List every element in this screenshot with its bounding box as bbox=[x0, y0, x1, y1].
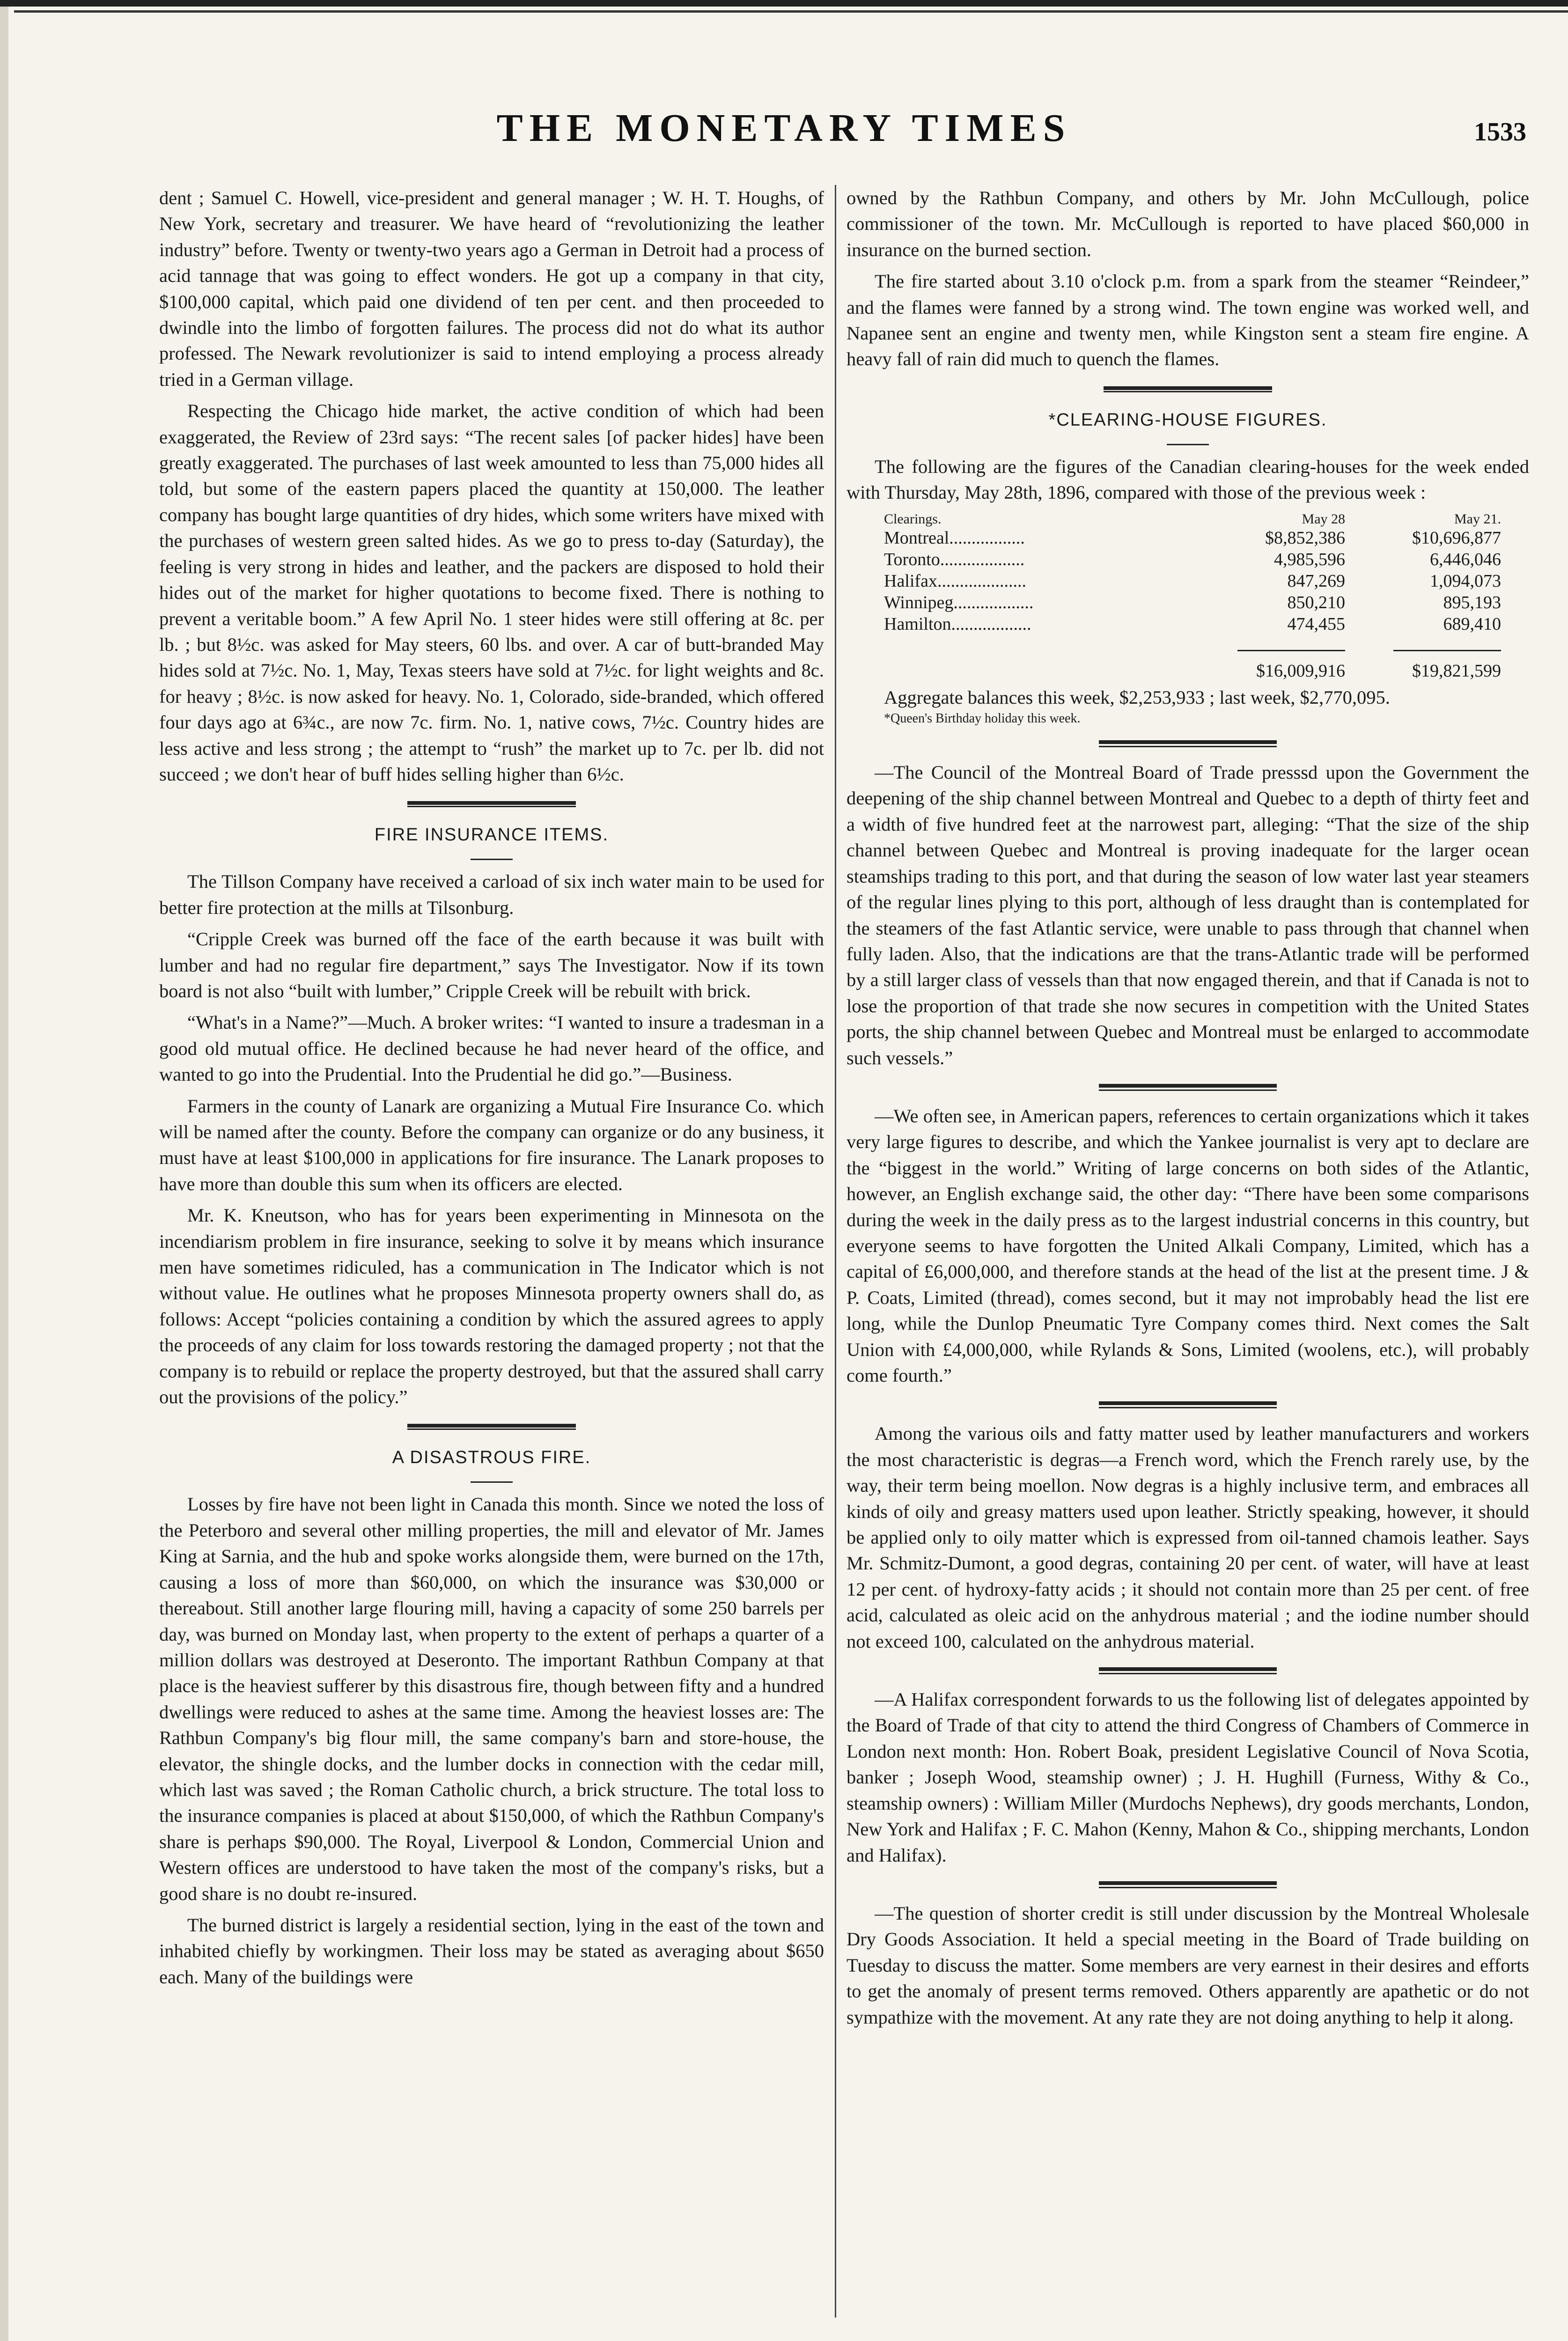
right-column bbox=[847, 185, 1529, 2036]
row-city: Hamilton bbox=[884, 614, 951, 634]
top-border-rule-thin bbox=[14, 10, 1568, 13]
separator-rule bbox=[1099, 1084, 1277, 1088]
row-may21: $10,696,877 bbox=[1412, 528, 1501, 548]
paragraph-kneutson: Mr. K. Kneutson, who has for years been experimenting in Minnesota on the incendiarism problem in fire insurance, seeking to solve it by means which insurance men have sometimes ridiculed, has a communication in The Indicator which is not without value. He outlines what he proposes Minnesota property owners shall do, as follows: Accept “policies containing a condition by which the assured agrees to apply the proceeds of any claim for loss towards restoring the damaged property ; not that the company is to rebuild or replace the property destroyed, but that the assured shall carry out the provisions of the policy.” bbox=[159, 1205, 824, 1408]
row-may28: 4,985,596 bbox=[1274, 549, 1346, 569]
row-city: Winnipeg bbox=[884, 592, 954, 612]
paragraph-tillson: The Tillson Company have received a carload of six inch water main to be used for better fire protection at the mills at Tilsonburg. bbox=[159, 871, 824, 918]
paragraph-degras: Among the various oils and fatty matter used by leather manufacturers and workers the most characteristic is degras—a French word, which the French rarely use, by the way, their term being moellon. Now degras is a highly inclusive term, and embraces all kinds of oily and greasy matters used upon leather. Strictly speaking, however, it should be applied only to oily matter which is expressed from oil-tanned chamois leather. Says Mr. Schmitz-Dumont, a good degras, containing 20 per cent. of water, will have at least 12 per cent. of hydroxy-fatty acids ; it should not contain more than 25 per cent. of free acid, calculated as oleic acid on the anhydrous material ; and the iodine number should not exceed 100, calculated on the anhydrous material. bbox=[847, 1423, 1529, 1652]
paragraph-burned-district: The burned district is largely a residential section, lying in the east of the town and inhabited chiefly by workingmen. Their loss may be stated as averaging about $650 each. Many of the buildings were bbox=[159, 1914, 824, 1988]
masthead-title: THE MONETARY TIMES bbox=[496, 106, 1072, 150]
table-row bbox=[847, 592, 1529, 613]
table-total-rule-row bbox=[847, 635, 1529, 656]
separator-rule bbox=[1099, 1401, 1277, 1405]
row-dots: .................. bbox=[953, 592, 1034, 612]
paragraph-chicago-hides: Respecting the Chicago hide market, the active condition of which had been exaggerated, the Review of 23rd says: “The recent sales [of packer hides] have been greatly exaggerated. The purchases of last week amounted to less than 75,000 hides all told, but some of the eastern papers placed the quantity at 150,000. The leather company has bought large quantities of dry hides, which some writers have mixed with the purchases of western green salted hides. As we go to press to-day (Saturday), the feeling is very strong in hides and leather, and the packers are disposed to hold their hides out of the market for higher quotations to become fixed. There is nothing to prevent a veritable boom.” A few April No. 1 steer hides were still offering at 8c. per lb. ; but 8½c. was asked for May steers, 60 lbs. and over. A car of butt-branded May hides sold at 7½c. No. 1, May, Texas steers have sold at 7½c. for light weights and 8c. for heavy ; 8½c. is now asked for heavy. No. 1, Colorado, side-branded, which offered four days ago at 6¾c., are now 7c. firm. No. 1, native cows, 7½c. Country hides are less active and less strong ; the attempt to “rush” the market up to 7c. per lb. did not succeed ; we don't hear of buff hides selling higher than 6½c. bbox=[159, 400, 824, 785]
row-may28: 850,210 bbox=[1287, 592, 1346, 612]
separator-rule-thin bbox=[1099, 1673, 1277, 1674]
clearing-house-table bbox=[847, 511, 1529, 682]
total-may28: $16,009,916 bbox=[1256, 661, 1346, 681]
heading-clearing-house: *CLEARING-HOUSE FIGURES. bbox=[1048, 410, 1327, 430]
holiday-footnote: *Queen's Birthday holiday this week. bbox=[884, 711, 1081, 726]
row-may28: 847,269 bbox=[1287, 571, 1346, 591]
heading-underline bbox=[471, 859, 513, 860]
table-row bbox=[847, 570, 1529, 592]
total-may21: $19,821,599 bbox=[1412, 661, 1501, 681]
paragraph-fire-losses: Losses by fire have not been light in Canada this month. Since we noted the loss of the Peterboro and several other milling properties, the mill and elevator of Mr. James King at Sarnia, and the hub and spoke works alongside them, were burned on the 17th, causing a loss of more than $60,000, on which the insurance was $30,000 or thereabout. Still another large flouring mill, having a capacity of some 250 barrels per day, was burned on Monday last, when property to the extent of perhaps a quarter of a million dollars was destroyed at Deseronto. The important Rathbun Company at that place is the heaviest sufferer by this disastrous fire, though between fifty and a hundred dwellings were reduced to ashes at the same time. Among the heaviest losses are: The Rathbun Company's big flour mill, the same company's barn and store-house, the elevator, the shingle docks, and the lumber docks in connection with the cedar mill, which last was saved ; the Roman Catholic church, a brick structure. The total loss to the insurance companies is placed at about $150,000, of which the Rathbun Company's share is perhaps $90,000. The Royal, Liverpool & London, Commercial Union and Western offices are understood to have taken the most of the company's risks, but a good share is no doubt re-insured. bbox=[159, 1494, 824, 1904]
paragraph-leather-company: dent ; Samuel C. Howell, vice-president and general manager ; W. H. T. Houghs, of New York, secretary and treasurer. We have heard of “revolutionizing the leather industry” before. Twenty or twenty-two years ago a German in Detroit had a process of acid tannage that was going to effect wonders. He got up a company in that city, $100,000 capital, which paid one dividend of ten per cent. and then proceeded to dwindle into the limbo of forgotten failures. The process did not do what its author professed. The Newark revolutionizer is said to intend employing a process already tried in a German village. bbox=[159, 187, 824, 390]
paragraph-montreal-council: —The Council of the Montreal Board of Trade presssd upon the Government the deepening of the ship channel between Montreal and Quebec to a depth of thirty feet and a width of five hundred feet at the narrowest part, alleging: “That the size of the ship channel between Quebec and Montreal is proving inadequate for the larger ocean steamships trading to this port, and that during the season of low water last year steamers of the regular lines plying to this port, although of less draught than is contemplated for the steamers of the fast Atlantic service, were unable to pass through that channel when fully laden. Also, that the indications are that the trans-Atlantic trade will be performed by a still larger class of vessels than that now engaged therein, and that if Canada is not to lose the proportion of that trade she now secures in competition with the United States ports, the ship channel between Quebec and Montreal must be enlarged to accommodate such vessels.” bbox=[847, 762, 1529, 1068]
heading-underline bbox=[471, 1481, 513, 1483]
row-may28: $8,852,386 bbox=[1265, 528, 1346, 548]
heading-underline bbox=[1167, 444, 1209, 445]
section-rule bbox=[1104, 386, 1272, 390]
row-city: Halifax bbox=[884, 571, 937, 591]
row-may28: 474,455 bbox=[1287, 614, 1346, 634]
row-may21: 1,094,073 bbox=[1430, 571, 1501, 591]
section-rule-thin bbox=[407, 806, 576, 807]
separator-rule-thin bbox=[1099, 1090, 1277, 1091]
row-dots: ................... bbox=[940, 549, 1025, 569]
left-column bbox=[159, 185, 824, 1995]
separator-rule bbox=[1099, 1667, 1277, 1671]
row-may21: 6,446,046 bbox=[1430, 549, 1501, 569]
table-header-may28: May 28 bbox=[1302, 511, 1346, 527]
row-city: Toronto bbox=[884, 549, 940, 569]
page-edge bbox=[0, 0, 8, 2341]
table-row bbox=[847, 613, 1529, 635]
paragraph-clearing-intro: The following are the figures of the Canadian clearing-houses for the week ended with Thursday, May 28th, 1896, compared with those of the previous week : bbox=[847, 456, 1529, 503]
section-rule bbox=[407, 801, 576, 805]
row-dots: ................. bbox=[949, 528, 1025, 548]
paragraph-cripple-creek: “Cripple Creek was burned off the face of the earth because it was built with lumber and had no regular fire department,” says The Investigator. Now if its town board is not also “built with lumber,” Cripple Creek will be rebuilt with brick. bbox=[159, 928, 824, 1001]
table-row bbox=[847, 549, 1529, 570]
separator-rule-thin bbox=[1099, 746, 1277, 747]
total-rule bbox=[1237, 650, 1345, 651]
row-dots: .................. bbox=[951, 614, 1031, 634]
total-rule bbox=[1393, 650, 1501, 651]
section-rule-thin bbox=[407, 1428, 576, 1430]
aggregate-balances: Aggregate balances this week, $2,253,933 ; last week, $2,770,095. bbox=[884, 686, 1390, 708]
table-header-label: Clearings. bbox=[884, 511, 942, 527]
paragraph-halifax-delegates: —A Halifax correspondent forwards to us the following list of delegates appointed by the Board of Trade of that city to attend the third Congress of Chambers of Commerce in London next month: Hon. Robert Boak, president Legislative Council of Nova Scotia, banker ; Joseph Wood, steamship owner) ; J. H. Hughill (Furness, Withy & Co., steamship owners) : William Miller (Murdochs Nephews), dry goods merchants, London, New York and Halifax ; F. C. Mahon (Kenny, Mahon & Co., shipping merchants, London and Halifax). bbox=[847, 1689, 1529, 1866]
section-rule-thin bbox=[1104, 391, 1272, 392]
row-dots: .................... bbox=[937, 571, 1026, 591]
paragraph-lanark: Farmers in the county of Lanark are organizing a Mutual Fire Insurance Co. which will be named after the county. Before the company can organize or do any business, it must have at least $100,000 in applications for fire insurance. The Lanark proposes to have more than double this sum when its officers are elected. bbox=[159, 1095, 824, 1194]
separator-rule-thin bbox=[1099, 1887, 1277, 1888]
row-may21: 689,410 bbox=[1443, 614, 1501, 634]
separator-rule bbox=[1099, 1881, 1277, 1885]
top-border-rule bbox=[0, 0, 1568, 7]
heading-fire-insurance-items: FIRE INSURANCE ITEMS. bbox=[374, 825, 609, 845]
table-header-may21: May 21. bbox=[1454, 511, 1501, 527]
row-may21: 895,193 bbox=[1443, 592, 1501, 612]
table-header-row bbox=[847, 511, 1529, 527]
paragraph-shorter-credit: —The question of shorter credit is still under discussion by the Montreal Wholesale Dry Goods Association. It held a special meeting in the Board of Trade building on Tuesday to discuss the matter. Some members are very earnest in their desires and efforts to get the anomaly of present terms removed. Others apparently are apathetic or do not sympathize with the movement. At any rate they are not doing anything to help it along. bbox=[847, 1902, 1529, 2028]
page-number: 1533 bbox=[1474, 118, 1526, 147]
row-city: Montreal bbox=[884, 528, 950, 548]
paragraph-rathbun-owned: owned by the Rathbun Company, and others by Mr. John McCullough, police commissioner of the town. Mr. McCullough is reported to have placed $60,000 in insurance on the burned section. bbox=[847, 187, 1529, 260]
heading-disastrous-fire: A DISASTROUS FIRE. bbox=[392, 1448, 591, 1468]
separator-rule bbox=[1099, 740, 1277, 744]
paragraph-american-papers: —We often see, in American papers, references to certain organizations which it takes very large figures to describe, and which the Yankee journalist is very apt to declare are the “biggest in the world.” Writing of large concerns on both sides of the Atlantic, however, an English exchange said, the other day: “There have been some comparisons during the week in the daily press as to the largest industrial concerns in this country, but everyone seems to have forgotten the United Alkali Company, Limited, which has a capital of £6,000,000, and therefore stands at the head of the list at the present time. J & P. Coats, Limited (thread), comes second, but it may not improbably head the list ere long, while the Dunlop Pneumatic Tyre Company comes third. Next comes the Salt Union with £4,000,000, while Rylands & Sons, Limited (woolens, etc.), will probably come fourth.” bbox=[847, 1105, 1529, 1386]
paragraph-whats-in-a-name: “What's in a Name?”—Much. A broker writes: “I wanted to insure a tradesman in a good old mutual office. He declined because he had never heard of the office, and wanted to go into the Prudential. Into the Prudential he did go.”—Business. bbox=[159, 1012, 824, 1085]
column-divider bbox=[835, 185, 836, 2318]
section-rule bbox=[407, 1424, 576, 1428]
table-row bbox=[847, 527, 1529, 549]
paragraph-fire-started: The fire started about 3.10 o'clock p.m. from a spark from the steamer “Reindeer,” and the flames were fanned by a strong wind. The town engine was worked well, and Napanee sent an engine and twenty men, while Kingston sent a steam fire engine. A heavy fall of rain did much to quench the flames. bbox=[847, 271, 1529, 370]
separator-rule-thin bbox=[1099, 1407, 1277, 1408]
table-total-row bbox=[847, 656, 1529, 682]
